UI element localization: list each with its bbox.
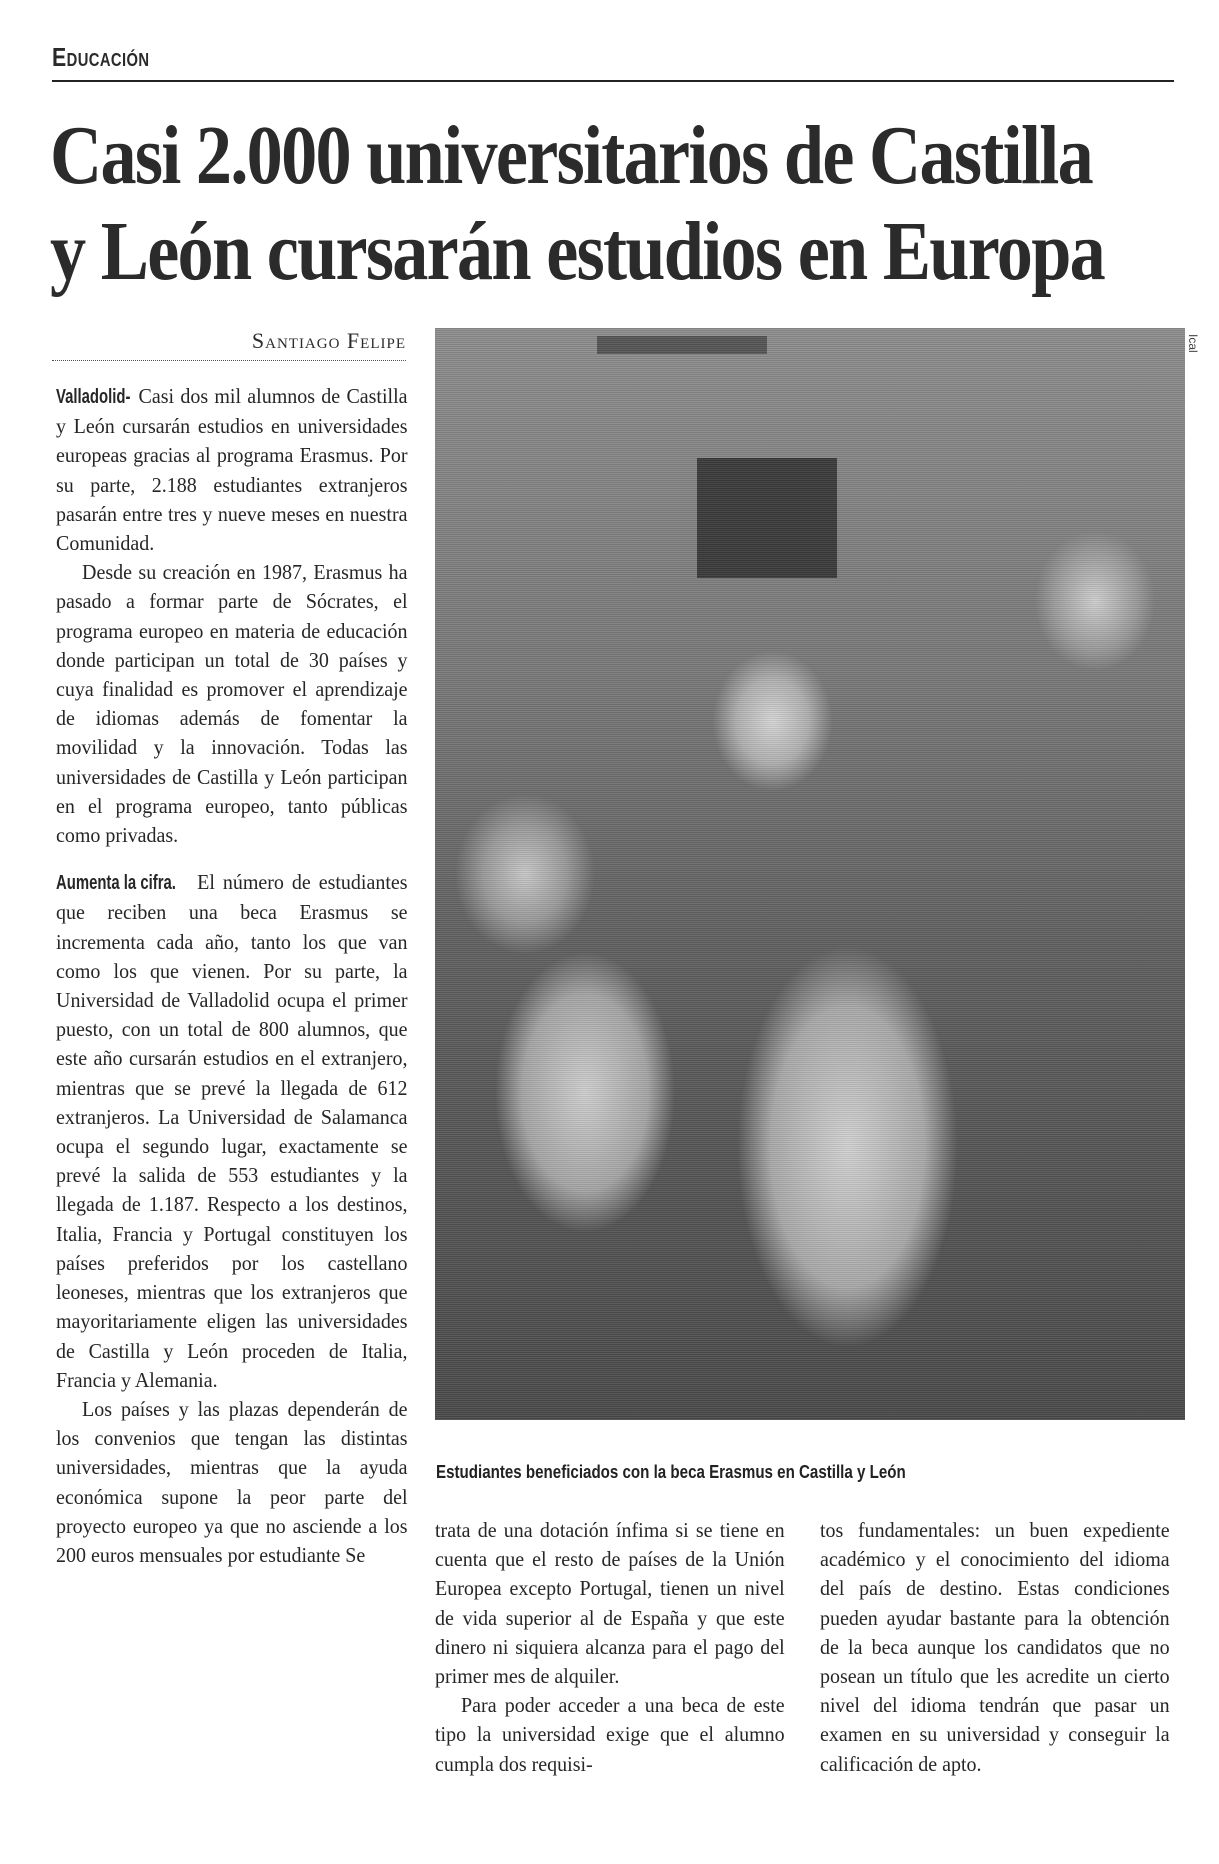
news-photo	[435, 328, 1185, 1420]
headline	[50, 108, 1105, 300]
byline: Santiago Felipe	[251, 328, 406, 353]
headline-line-1: Casi 2.000 universitarios de Castilla	[50, 109, 1093, 202]
photo-credit: Ical	[1186, 334, 1200, 353]
article-column-1	[56, 382, 408, 1570]
paragraph: Los países y las plazas dependerán de los convenios que tengan las distintas universidades, mientras que la ayuda económica supone la peor parte del proyecto europeo ya que no asciende a los 200 euros mensuales por estudiante Se	[56, 1396, 408, 1567]
photo-caption: Estudiantes beneficiados con la beca Erasmus en Castilla y León	[436, 1462, 906, 1482]
article-column-3	[820, 1516, 1170, 1779]
paragraph: Desde su creación en 1987, Erasmus ha pasado a formar parte de Sócrates, el programa europeo en materia de educación donde participan un total de 30 países y cuya finalidad es promover el aprendizaje de idiomas además de fomentar la movilidad y la innovación. Todas las universidades de Castilla y León participan en el programa europeo, tanto públicas como privadas.	[56, 560, 408, 848]
section-rule	[52, 80, 1174, 82]
paragraph	[56, 382, 408, 558]
dateline: Valladolid-	[56, 386, 131, 408]
byline-rule	[52, 360, 406, 361]
photo-halftone	[435, 328, 1185, 1420]
paragraph: trata de una dotación ínfima si se tiene en cuenta que el resto de países de la Unión Europea excepto Portugal, tienen un nivel de vida superior al de España y que este dinero ni siquiera alcanza para el pago del primer mes de alquiler.	[435, 1518, 785, 1689]
article-column-2	[435, 1516, 785, 1779]
paragraph: tos fundamentales: un buen expediente académico y el conocimiento del idioma del país de destino. Estas condiciones pueden ayudar bastante para la obtención de la beca aunque los candidatos que no posean un título que les acredite un cierto nivel del idioma tendrán que pasar un examen en su universidad y conseguir la calificación de apto.	[820, 1518, 1170, 1776]
paragraph-text: Casi dos mil alumnos de Castilla y León cursarán estudios en universidades europeas gracias al programa Erasmus. Por su parte, 2.188 estudiantes extranjeros pasarán entre tres y nueve meses en nuestra Comunidad.	[56, 384, 408, 556]
paragraph	[56, 868, 408, 1395]
paragraph: Para poder acceder a una beca de este tipo la universidad exige que el alumno cumpla dos requisi-	[435, 1693, 785, 1776]
subheading: Aumenta la cifra.	[56, 872, 176, 895]
paragraph-text: El número de estudiantes que reciben una beca Erasmus se incrementa cada año, tanto los que van como los que vienen. Por su parte, la Universidad de Valladolid ocupa el primer puesto, con un total de 800 alumnos, que este año cursarán estudios en el extranjero, mientras que se prevé la llegada de 612 extranjeros. La Universidad de Salamanca ocupa el segundo lugar, exactamente se prevé la salida de 553 estudiantes y la llegada de 1.187. Respecto a los destinos, Italia, Francia y Portugal constituyen los países preferidos por los castellano leoneses, mientras que los extranjeros que mayoritariamente eligen las universidades de Castilla y León proceden de Italia, Francia y Alemania.	[56, 870, 408, 1392]
headline-line-2: y León cursarán estudios en Europa	[50, 205, 1105, 298]
section-label: Educación	[52, 42, 150, 72]
